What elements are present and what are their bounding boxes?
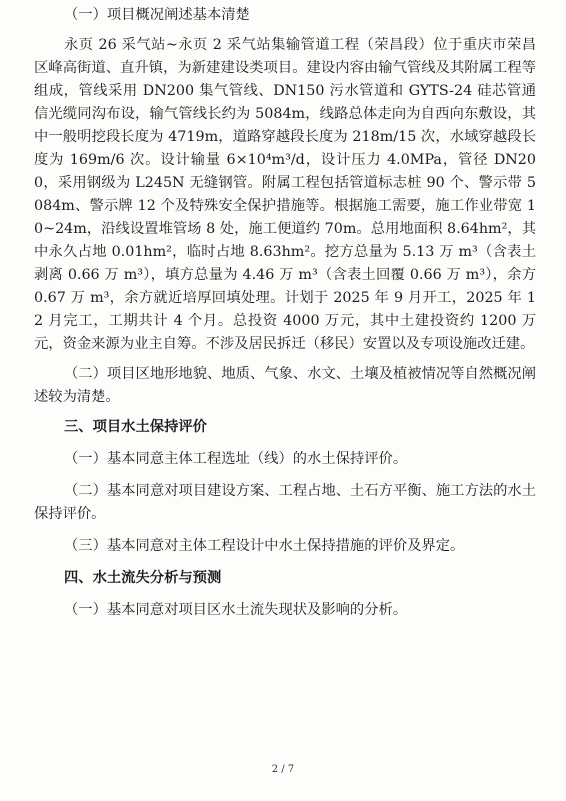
spacer bbox=[34, 356, 536, 363]
project-description-paragraph: 永页 26 采气站~永页 2 采气站集输管道工程（荣昌段）位于重庆市荣昌区峰高街道、直升镇，为新建建设类项目。建设内容由输气管线及其附属工程等组成，管线采用 DN200 集气管线、DN150 污水管道和 GYTS-24 硅芯管通信光缆同沟布设，输气管线长约为 5084m，线路总体走向为自西向东敷设，其中一般明挖段长度为 4719m，道路穿越段长度为 218m/15 次，水域穿越段长度为 169m/6 次。设计输量 6×10⁴m³/d，设计压力 4.0MPa，管径 DN200，采用钢级为 L245N 无缝钢管。附属工程包括管道标志桩 90 个、警示带 5084m、警示牌 12 个及特殊安全保护措施等。根据施工需要，施工作业带宽 10~24m，沿线设置堆管场 8 处，施工便道约 70m。总用地面积 8.64hm²，其中永久占地 0.01hm²，临时占地 8.63hm²。挖方总量为 5.13 万 m³（含表土剥离 0.66 万 m³），填方总量为 4.46 万 m³（含表土回覆 0.66 万 m³），余方 0.67 万 m³，余方就近培厚回填处理。计划于 2025 年 9 月开工，2025 年 12 月完工，工期共计 4 个月。总投资 4000 万元，其中土建投资约 1200 万元，资金来源为业主自筹。不涉及居民拆迁（移民）安置以及专项设施改迁建。 bbox=[34, 37, 536, 352]
section-3-heading: 三、项目水土保持评价 bbox=[64, 419, 207, 435]
sub-heading-project-overview: （一）项目概况阐述基本清楚 bbox=[64, 7, 250, 23]
section-3-item-1: （一）基本同意主体工程选址（线）的水土保持评价。 bbox=[64, 451, 408, 467]
spacer bbox=[34, 439, 536, 448]
section-4-heading: 四、水土流失分析与预测 bbox=[64, 570, 222, 586]
spacer bbox=[34, 526, 536, 535]
spacer bbox=[34, 558, 536, 567]
page-number: 2 / 7 bbox=[271, 764, 295, 775]
spacer bbox=[34, 590, 536, 599]
spacer bbox=[34, 409, 536, 416]
section-4-item-1: （一）基本同意对项目区水土流失现状及影响的分析。 bbox=[64, 602, 408, 618]
section-3-item-2: （二）基本同意对项目建设方案、工程占地、土石方平衡、施工方法的水土保持评价。 bbox=[34, 483, 536, 522]
section-3-item-3: （三）基本同意对主体工程设计中水土保持措施的评价及界定。 bbox=[64, 538, 465, 554]
natural-conditions-paragraph: （二）项目区地形地貌、地质、气象、水文、土壤及植被情况等自然概况阐述较为清楚。 bbox=[34, 366, 536, 405]
spacer bbox=[34, 471, 536, 480]
spacer bbox=[34, 27, 536, 34]
